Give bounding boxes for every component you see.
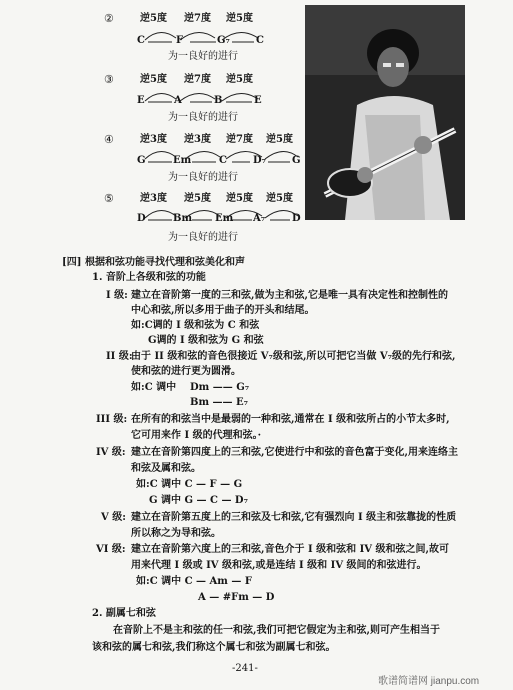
example-line: G 调中 G — C — D₇	[149, 495, 248, 506]
arc	[180, 32, 215, 40]
text-line: 和弦及属和弦。	[131, 463, 201, 474]
level-label: VI 级:	[96, 544, 126, 555]
text-line: 所以称之为导和弦。	[131, 528, 221, 539]
interval-label: 逆3度	[184, 134, 211, 145]
progression-note: 为一良好的进行	[168, 172, 238, 183]
text-line: 在所有的和弦当中是最弱的一种和弦,通常在 I 级和弦所占的小节太多时,	[131, 414, 450, 425]
interval-label: 逆7度	[226, 134, 253, 145]
bass-player-photo	[305, 5, 465, 220]
chord: E	[254, 95, 262, 106]
chord: B	[214, 95, 223, 106]
level-label: V 级:	[101, 512, 126, 523]
example-line: 如:C调的 I 级和弦为 C 和弦	[131, 320, 260, 331]
chord: G	[137, 155, 146, 166]
arc	[145, 93, 176, 101]
chord: C	[256, 35, 264, 46]
interval-label: 逆5度	[266, 193, 293, 204]
example-line: A — #Fm — D	[198, 592, 275, 603]
chord: Em	[173, 155, 192, 166]
chord: Em	[215, 213, 234, 224]
chord: C	[219, 155, 227, 166]
interval-label: 逆5度	[226, 193, 253, 204]
interval-label: 逆7度	[184, 13, 211, 24]
text-line: 建立在音阶第六度上的三和弦,音色介于 I 级和弦和 IV 级和弦之间,故可	[131, 544, 450, 555]
text-line: 建立在音阶第四度上的三和弦,它使进行中和弦的音色富于变化,用来连络主	[131, 447, 458, 458]
chord: A₇	[253, 213, 266, 224]
text-line: 建立在音阶第一度的三和弦,做为主和弦,它是唯一具有决定性和控制性的	[131, 290, 448, 301]
example-line: 如:C 调中 C — Am — F	[136, 576, 252, 587]
progression-note: 为一良好的进行	[168, 51, 238, 62]
paragraph-line: 在音阶上不是主和弦的任一和弦,我们可把它假定为主和弦,则可产生相当于	[113, 625, 440, 636]
example-progression: Dm —— G₇	[190, 382, 250, 393]
interval-label: 逆7度	[184, 74, 211, 85]
level-label: III 级:	[96, 414, 128, 425]
interval-label: 逆5度	[226, 74, 253, 85]
arc	[180, 93, 215, 101]
chord: G₇	[217, 35, 230, 46]
progression-index: ⑤	[104, 192, 114, 205]
interval-label: 逆3度	[140, 134, 167, 145]
level-label: II 级:	[106, 351, 133, 362]
interval-label: 逆5度	[140, 13, 167, 24]
level-label: IV 级:	[96, 447, 126, 458]
interval-label: 逆5度	[140, 74, 167, 85]
progression-note: 为一良好的进行	[168, 232, 238, 243]
progression-index: ③	[104, 73, 114, 86]
chord: Bm	[173, 213, 193, 224]
paragraph-line: 该和弦的属七和弦,我们称这个属七和弦为副属七和弦。	[92, 642, 336, 653]
example-progression: Bm —— E₇	[190, 397, 248, 408]
text-line: 它可用来作 I 级的代理和弦。·	[131, 430, 262, 441]
example-line: G调的 I 级和弦为 G 和弦	[148, 335, 264, 346]
text-line: 由于 II 级和弦的音色很接近 V₇级和弦,所以可把它当做 V₇级的先行和弦,	[131, 351, 456, 362]
arc	[145, 32, 176, 40]
example-line: 如:C 调中 C — F — G	[136, 479, 243, 490]
chord: F	[176, 35, 184, 46]
example-prefix: 如:C 调中	[131, 382, 177, 393]
chord: D	[292, 213, 301, 224]
level-label: I 级:	[106, 290, 128, 301]
arc	[222, 93, 258, 101]
text-line: 建立在音阶第五度上的三和弦及七和弦,它有强烈向 I 级主和弦靠拢的性质	[131, 512, 457, 523]
interval-label: 逆3度	[140, 193, 167, 204]
chord: D	[137, 213, 146, 224]
watermark: 歌谱简谱网 jianpu.com	[378, 676, 480, 687]
progression-index: ②	[104, 12, 114, 25]
subsection-title: 2. 副属七和弦	[92, 608, 156, 619]
progression-note: 为一良好的进行	[168, 112, 238, 123]
interval-label: 逆5度	[226, 13, 253, 24]
section-title: [四] 根据和弦功能寻找代理和弦美化和声	[62, 257, 245, 268]
progression-index: ④	[104, 133, 114, 146]
chord: D₇	[253, 155, 267, 166]
subsection-title: 1. 音阶上各级和弦的功能	[92, 272, 206, 283]
chord: G	[292, 155, 301, 166]
arc	[145, 210, 176, 218]
page-number: -241-	[232, 663, 258, 674]
chord: A	[174, 95, 182, 106]
interval-label: 逆5度	[184, 193, 211, 204]
interval-label: 逆5度	[266, 134, 293, 145]
text-line: 使和弦的进行更为圆滑。	[131, 366, 241, 377]
arc	[145, 151, 176, 159]
text-line: 用来代理 I 级或 IV 级和弦,或是连结 I 级和 IV 级间的和弦进行。	[131, 560, 427, 571]
chord: E	[137, 95, 145, 106]
text-line: 中心和弦,所以多用于曲子的开头和结尾。	[131, 305, 315, 316]
chord: C	[137, 35, 145, 46]
